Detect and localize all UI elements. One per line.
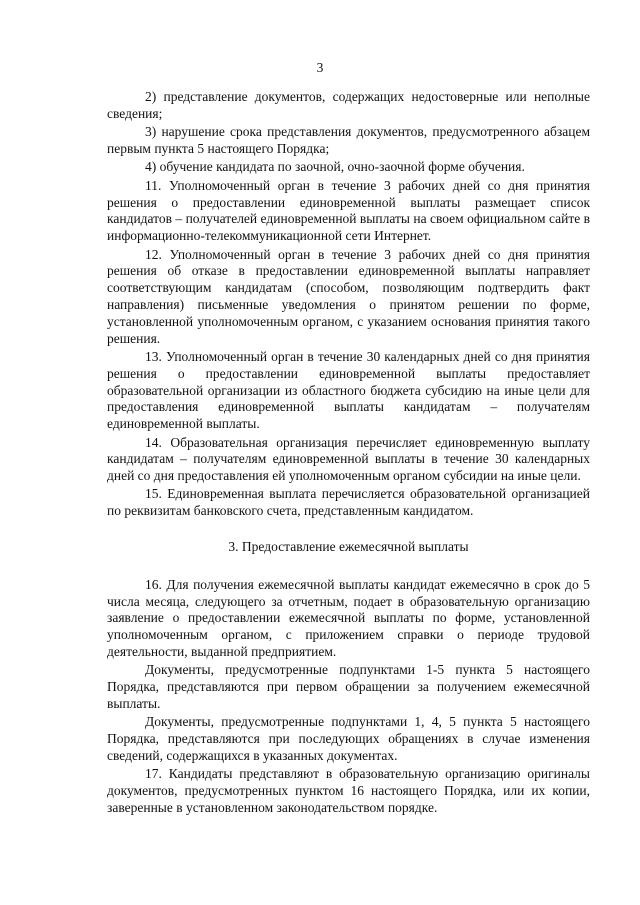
paragraph-17: 17. Кандидаты представляют в образовательную организацию оригиналы документов, предусмотренных пунктом 16 настоящего Порядка, или их копии, заверенные в установленном законодательством порядке.	[107, 766, 590, 816]
section-heading: 3. Предоставление ежемесячной выплаты	[228, 539, 469, 555]
paragraph-12: 12. Уполномоченный орган в течение 3 рабочих дней со дня принятия решения об отказе в предоставлении единовременной выплаты направляет соответствующим кандидатам (способом, позволяющим подтвердить факт направления) письменные уведомления о принятом решении по форме, установленной уполномоченным органом, с указанием основания принятия такого решения.	[107, 246, 590, 346]
paragraph-11: 11. Уполномоченный орган в течение 3 рабочих дней со дня принятия решения о предоставлении единовременной выплаты размещает список кандидатов – получателей единовременной выплаты на своем официальном сайте в информационно-телекоммуникационной сети Интернет.	[107, 177, 590, 244]
paragraph-15: 15. Единовременная выплата перечисляется образовательной организацией по реквизитам банковского счета, представленным кандидатом.	[107, 486, 590, 519]
paragraph-16-documents-first: Документы, предусмотренные подпунктами 1-5 пункта 5 настоящего Порядка, представляются при первом обращении за получением ежемесячной выплаты.	[107, 662, 590, 712]
paragraph-subitem-4: 4) обучение кандидата по заочной, очно-заочной форме обучения.	[145, 159, 525, 175]
paragraph-13: 13. Уполномоченный орган в течение 30 календарных дней со дня принятия решения о предоставлении единовременной выплаты предоставляет образовательной организации из областного бюджета субсидию на иные цели для предоставления единовременной выплаты кандидатам – получателям единовременной выплаты.	[107, 348, 590, 432]
page-number: 3	[316, 60, 324, 75]
paragraph-14: 14. Образовательная организация перечисляет единовременную выплату кандидатам – получателям единовременной выплаты в течение 30 календарных дней со дня предоставления ей уполномоченным органом субсидии на иные цели.	[107, 434, 590, 484]
paragraph-subitem-2: 2) представление документов, содержащих недостоверные или неполные сведения;	[107, 89, 590, 121]
paragraph-16-documents-subsequent: Документы, предусмотренные подпунктами 1, 4, 5 пункта 5 настоящего Порядка, представляются при последующих обращениях в случае изменения сведений, содержащихся в указанных документах.	[107, 714, 590, 764]
document-body	[107, 89, 590, 818]
paragraph-16: 16. Для получения ежемесячной выплаты кандидат ежемесячно в срок до 5 числа месяца, следующего за отчетным, подает в образовательную организацию заявление о предоставлении ежемесячной выплаты по форме, установленной уполномоченным органом, с приложением справки о периоде трудовой деятельности, выданной предприятием.	[107, 576, 590, 660]
paragraph-subitem-3: 3) нарушение срока представления документов, предусмотренного абзацем первым пункта 5 настоящего Порядка;	[107, 124, 590, 156]
